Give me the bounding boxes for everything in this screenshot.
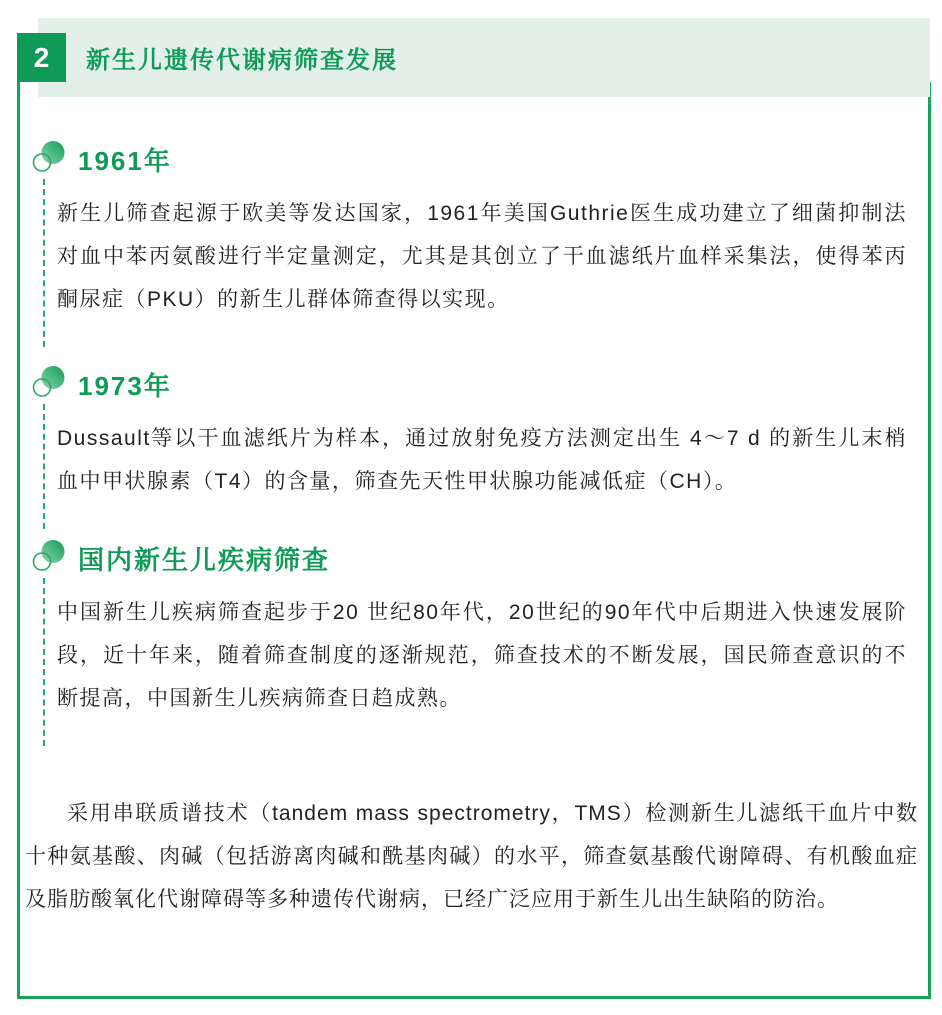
timeline-node-icon [30, 364, 67, 404]
timeline-node-icon [30, 139, 67, 179]
closing-paragraph: 采用串联质谱技术（tandem mass spectrometry，TMS）检测新生儿滤纸干血片中数十种氨基酸、肉碱（包括游离肉碱和酰基肉碱）的水平，筛查氨基酸代谢障碍、有机酸血症及脂肪酸氧化代谢障碍等多种遗传代谢病，已经广泛应用于新生儿出生缺陷的防治。 [25, 802, 918, 911]
timeline-section-1961 [17, 139, 931, 321]
timeline-dashed-connector [43, 578, 45, 746]
timeline-dashed-connector [43, 404, 45, 529]
timeline-heading-row [17, 538, 931, 578]
section-number-badge [17, 33, 66, 82]
timeline-node-icon [30, 538, 67, 578]
timeline-section-1973 [17, 364, 931, 503]
timeline-dashed-connector [43, 179, 45, 347]
page-content [17, 97, 931, 921]
timeline-heading: 国内新生儿疾病筛查 [78, 544, 331, 575]
timeline-heading-row [17, 364, 931, 404]
timeline-paragraph: 新生儿筛查起源于欧美等发达国家，1961年美国Guthrie医生成功建立了细菌抑制法对血中苯丙氨酸进行半定量测定，尤其是其创立了干血滤纸片血样采集法，使得苯丙酮尿症（PKU）的新生儿群体筛查得以实现。 [57, 202, 907, 311]
timeline-heading: 1973年 [78, 370, 172, 401]
timeline-paragraph: Dussault等以干血滤纸片为样本，通过放射免疫方法测定出生 4～7 d 的新生儿末梢血中甲状腺素（T4）的含量，筛查先天性甲状腺功能减低症（CH）。 [57, 427, 907, 493]
timeline-paragraph: 中国新生儿疾病筛查起步于20 世纪80年代，20世纪的90年代中后期进入快速发展阶段，近十年来，随着筛查制度的逐渐规范，筛查技术的不断发展，国民筛查意识的不断提高，中国新生儿疾病筛查日趋成熟。 [57, 601, 907, 710]
page-title: 新生儿遗传代谢病筛查发展 [86, 47, 398, 74]
timeline-heading: 1961年 [78, 145, 172, 176]
section-header-band [38, 18, 930, 97]
timeline-heading-row [17, 139, 931, 179]
timeline-section-domestic-screening [17, 538, 931, 720]
section-number: 2 [33, 41, 50, 73]
